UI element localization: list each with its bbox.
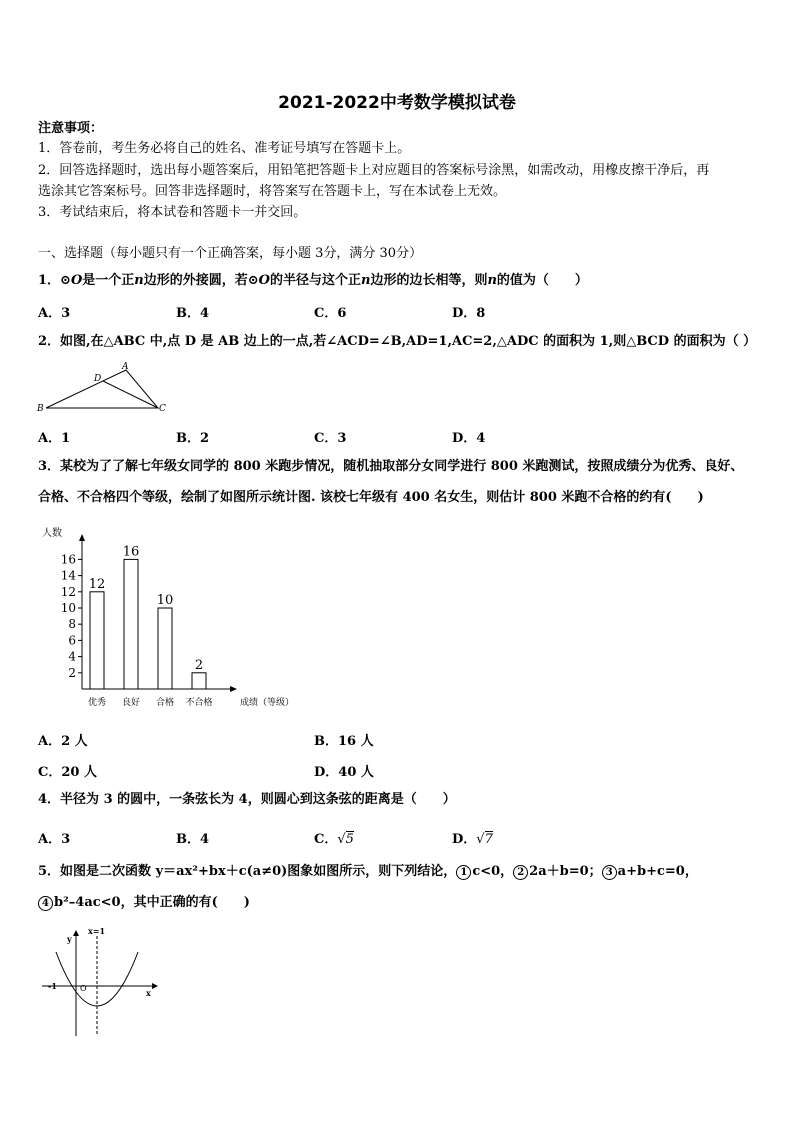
q2-option-a[interactable]: A．1 bbox=[38, 431, 71, 446]
q1-option-c[interactable]: C．6 bbox=[314, 306, 347, 321]
q3-option-c[interactable]: C．20 人 bbox=[38, 765, 97, 780]
label-a: A bbox=[122, 362, 129, 372]
circled-num-3: 3 bbox=[602, 865, 617, 880]
notice-item: 1．答卷前，考生务必将自己的姓名、准考证号填写在答题卡上。 bbox=[38, 141, 411, 156]
y-tick-label: 14 bbox=[60, 568, 76, 583]
question-5-line1: 5．如图是二次函数 y＝ax²+bx＋c(a≠0)图象如图所示，则下列结论， 1 c<0， 2 2a＋b=0； 3 a+b+c=0， bbox=[38, 864, 698, 879]
y-tick-label: 2 bbox=[68, 665, 76, 680]
symmetry-axis-label: x=1 bbox=[88, 926, 106, 936]
question-4: 4．半径为 3 的圆中，一条弦长为 4，则圆心到这条弦的距离是（ ） bbox=[38, 792, 456, 807]
question-2: 2．如图,在△ABC 中,点 D 是 AB 边上的一点,若∠ACD=∠B,AD=1,AC=2,△ADC 的面积为 1,则△BCD 的面积为（ ） bbox=[38, 334, 757, 349]
y-axis-label: 人数 bbox=[42, 528, 62, 539]
x-label: x bbox=[146, 988, 151, 998]
bar-chart bbox=[36, 522, 296, 717]
circled-num-4: 4 bbox=[38, 896, 53, 911]
y-tick-label: 16 bbox=[60, 552, 76, 567]
q4-radicand-5: 5 bbox=[345, 832, 354, 847]
q3-option-a[interactable]: A．2 人 bbox=[38, 734, 88, 749]
q2-option-c[interactable]: C．3 bbox=[314, 431, 347, 446]
y-axis-arrow bbox=[79, 534, 85, 541]
question-1: 1．⊙O是一个正n边形的外接圆，若⊙O的半径与这个正n边形的边长相等，则n的值为（ ） bbox=[38, 273, 588, 288]
bar bbox=[90, 592, 104, 689]
q4-option-c[interactable]: C．√5 bbox=[314, 832, 354, 847]
y-axis-arrow bbox=[73, 930, 79, 936]
bar-value-label: 12 bbox=[88, 576, 106, 592]
question-3-line2: 合格、不合格四个等级，绘制了如图所示统计图. 该校七年级有 400 名女生，则估计 800 米跑不合格的约有( ) bbox=[38, 490, 704, 505]
neg-one-label: -1 bbox=[48, 981, 57, 991]
question-3-line1: 3．某校为了了解七年级女同学的 800 米跑步情况，随机抽取部分女同学进行 800 米跑测试，按照成绩分为优秀、良好、 bbox=[38, 459, 744, 474]
category-label: 合格 bbox=[155, 698, 175, 708]
x-axis-label: 成绩（等级） bbox=[240, 698, 295, 708]
y-label: y bbox=[67, 934, 72, 944]
x-axis-arrow bbox=[152, 983, 158, 989]
q1-option-a[interactable]: A．3 bbox=[38, 306, 71, 321]
q3-option-d[interactable]: D．40 人 bbox=[314, 765, 374, 780]
section-heading: 一、选择题（每小题只有一个正确答案，每小题 3分，满分 30分） bbox=[38, 246, 423, 261]
y-tick-label: 4 bbox=[68, 649, 76, 664]
notice-item: 3．考试结束后，将本试卷和答题卡一并交回。 bbox=[38, 205, 307, 220]
bar-value-label: 10 bbox=[156, 593, 174, 608]
origin-label: O bbox=[80, 984, 87, 993]
q4-option-b[interactable]: B．4 bbox=[176, 832, 210, 847]
bar bbox=[192, 673, 206, 689]
y-tick-label: 6 bbox=[68, 633, 76, 648]
q1-circle-o: ⊙O bbox=[60, 273, 83, 288]
x-axis-arrow bbox=[230, 686, 237, 692]
category-label: 不合格 bbox=[185, 698, 213, 708]
label-c: C bbox=[159, 404, 166, 414]
q3-option-b[interactable]: B．16 人 bbox=[314, 734, 374, 749]
y-tick-label: 10 bbox=[60, 601, 76, 615]
q2-option-b[interactable]: B．2 bbox=[176, 431, 210, 446]
bar-value-label: 16 bbox=[122, 544, 140, 560]
bar bbox=[158, 608, 172, 689]
circled-num-1: 1 bbox=[456, 865, 471, 880]
category-label: 良好 bbox=[121, 698, 141, 708]
question-5-line2: 4 b²–4ac<0，其中正确的有( ) bbox=[38, 894, 250, 912]
bar bbox=[124, 559, 138, 689]
q4-option-a[interactable]: A．3 bbox=[38, 832, 71, 847]
triangle-figure bbox=[36, 360, 170, 416]
label-d: D bbox=[94, 374, 102, 384]
q4-radicand-7: 7 bbox=[484, 832, 493, 847]
y-tick-label: 8 bbox=[68, 617, 76, 632]
notice-item: 2．回答选择题时，选出每小题答案后，用铅笔把答题卡上对应题目的答案标号涂黑，如需改动，用橡皮擦干净后，再 bbox=[38, 163, 710, 178]
notice-heading: 注意事项： bbox=[38, 121, 104, 136]
q1-option-d[interactable]: D．8 bbox=[452, 306, 486, 321]
y-tick-label: 12 bbox=[60, 584, 76, 599]
bar-value-label: 2 bbox=[194, 657, 204, 673]
category-label: 优秀 bbox=[87, 698, 107, 708]
label-b: B bbox=[37, 404, 44, 414]
q1-option-b[interactable]: B．4 bbox=[176, 306, 210, 321]
parabola-figure bbox=[40, 926, 165, 1041]
page-title: 2021-2022中考数学模拟试卷 bbox=[278, 93, 516, 113]
notice-item: 选涂其它答案标号。回答非选择题时，将答案写在答题卡上，写在本试卷上无效。 bbox=[38, 184, 507, 199]
q4-option-d[interactable]: D．√7 bbox=[452, 832, 493, 847]
q2-option-d[interactable]: D．4 bbox=[452, 431, 486, 446]
circled-num-2: 2 bbox=[513, 865, 528, 880]
q1-num: 1． bbox=[38, 273, 61, 288]
